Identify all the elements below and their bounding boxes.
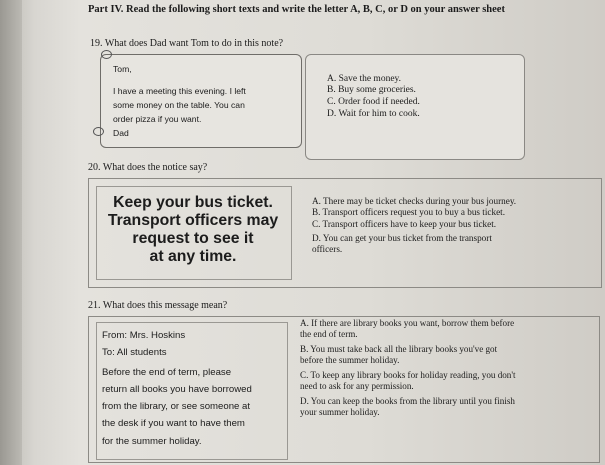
notice-line-2: Transport officers may	[107, 212, 279, 229]
notice-line-1: Keep your bus ticket.	[113, 194, 273, 211]
notice-line-4: at any time.	[149, 248, 237, 265]
note-line-4: order pizza if you want.	[113, 114, 202, 124]
q20-option-b: B. Transport officers request you to buy a bus ticket.	[312, 207, 505, 217]
note-line-2: I have a meeting this evening. I left	[113, 86, 246, 96]
q21-option-b-cont: before the summer holiday.	[300, 355, 400, 365]
q21-option-b: B. You must take back all the library books you've got	[300, 344, 498, 354]
q19-option-a: A. Save the money.	[327, 74, 402, 84]
note-clip-top-icon	[101, 50, 112, 59]
q19-option-d: D. Wait for him to cook.	[327, 109, 420, 119]
message-line-2: return all books you have borrowed	[102, 384, 252, 395]
q21-option-a-cont: the end of term.	[300, 329, 358, 339]
page-shadow-edge	[0, 0, 22, 465]
note-line-1: Tom,	[113, 64, 132, 74]
q19-option-b: B. Buy some groceries.	[327, 85, 416, 95]
message-line-5: for the summer holiday.	[102, 436, 202, 447]
message-line-1: Before the end of term, please	[102, 367, 232, 378]
q20-option-c: C. Transport officers have to keep your bus ticket.	[312, 219, 497, 229]
message-to: To: All students	[102, 347, 167, 358]
question-21: 21. What does this message mean?	[88, 300, 228, 311]
q21-option-d: D. You can keep the books from the library until you finish	[300, 396, 515, 406]
q20-option-d-cont: officers.	[312, 244, 343, 254]
message-from: From: Mrs. Hoskins	[102, 330, 186, 341]
question-20: 20. What does the notice say?	[88, 162, 208, 173]
q21-option-c: C. To keep any library books for holiday reading, you don't	[300, 370, 516, 380]
question-19: 19. What does Dad want Tom to do in this note?	[90, 38, 284, 49]
q19-option-c: C. Order food if needed.	[327, 97, 420, 107]
notice-line-3: request to see it	[132, 230, 254, 247]
message-line-3: from the library, or see someone at	[102, 401, 251, 412]
q20-option-d: D. You can get your bus ticket from the transport	[312, 233, 492, 243]
note-clip-bottom-icon	[93, 127, 104, 136]
q21-option-c-cont: need to ask for any permission.	[300, 381, 414, 391]
q20-option-a: A. There may be ticket checks during your bus journey.	[312, 196, 517, 206]
note-line-5: Dad	[113, 128, 129, 138]
instructions-header: Part IV. Read the following short texts and write the letter A, B, C, or D on your answer sheet	[88, 4, 505, 15]
q21-option-d-cont: your summer holiday.	[300, 407, 380, 417]
message-line-4: the desk if you want to have them	[102, 418, 245, 429]
q21-option-a: A. If there are library books you want, borrow them before	[300, 318, 515, 328]
note-line-3: some money on the table. You can	[113, 100, 245, 110]
